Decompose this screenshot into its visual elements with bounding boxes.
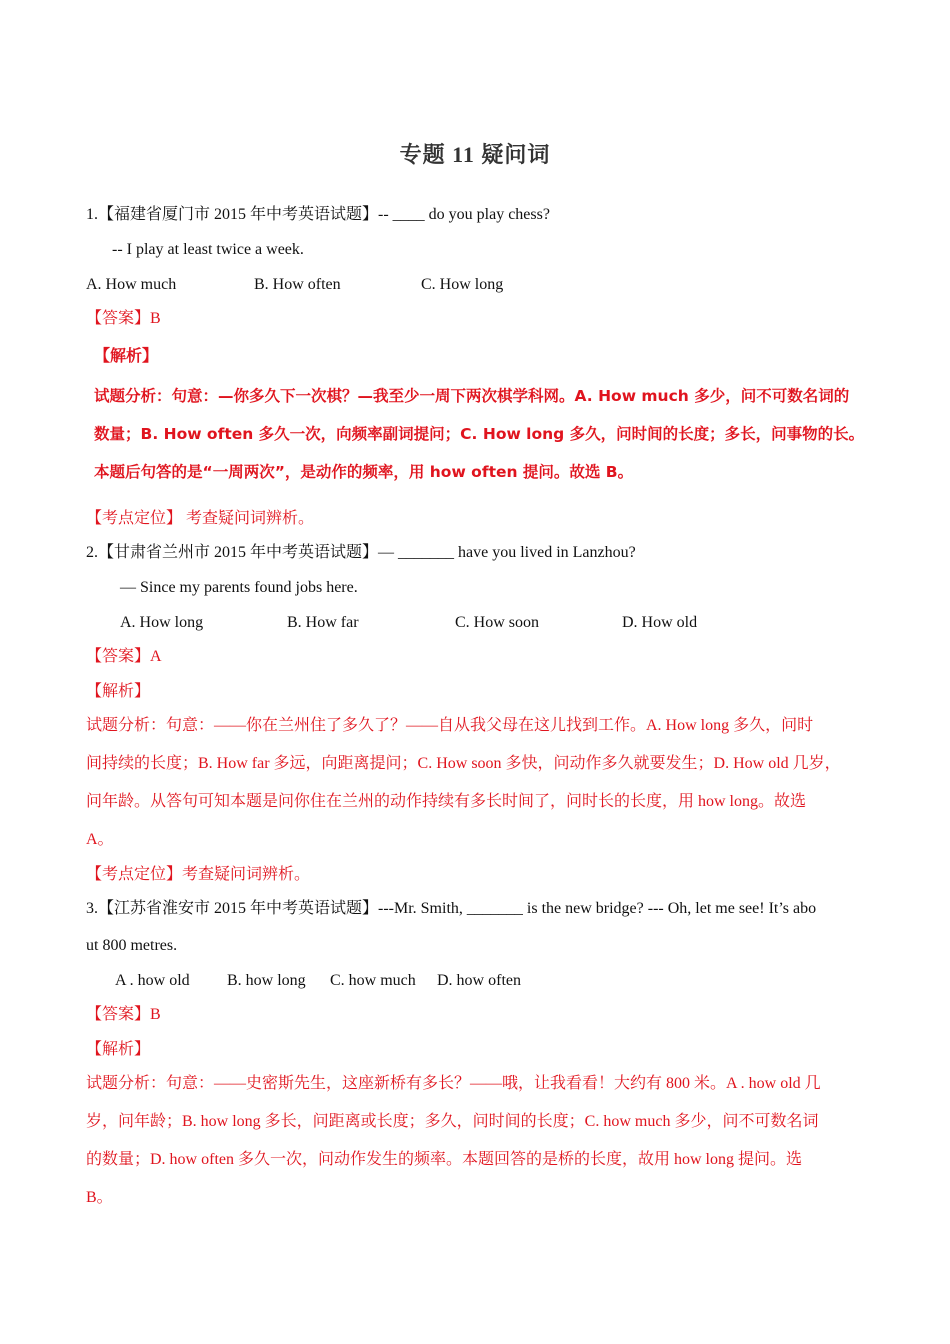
question-1-answer: 【答案】B bbox=[86, 310, 161, 327]
question-2-analysis-label: 【解析】 bbox=[86, 683, 151, 700]
question-1-option-c: C. How long bbox=[421, 276, 504, 293]
question-2-option-c: C. How soon bbox=[455, 614, 540, 631]
question-3-analysis-line-1: 试题分析：句意：——史密斯先生，这座新桥有多长？——哦，让我看看！大约有 800 米。A . how old 几 bbox=[86, 1075, 821, 1092]
question-3-option-d: D. how often bbox=[437, 972, 521, 989]
question-2-point: 【考点定位】考查疑问词辨析。 bbox=[86, 866, 311, 883]
question-2-analysis-line-2: 间持续的长度；B. How far 多远，向距离提问；C. How soon 多快，问动作多久就要发生；D. How old 几岁， bbox=[86, 755, 841, 772]
question-2-reply: — Since my parents found jobs here. bbox=[120, 579, 358, 596]
question-1-analysis-label: 【解析】 bbox=[94, 348, 159, 365]
question-1-analysis-line-1: 试题分析：句意：—你多久下一次棋？—我至少一周下两次棋学科网。A. How much 多少，问不可数名词的 bbox=[94, 387, 850, 405]
question-3-analysis-line-2: 岁，问年龄；B. how long 多长，问距离或长度；多久，问时间的长度；C. how much 多少，问不可数名词 bbox=[86, 1113, 819, 1130]
question-1-stem: 1.【福建省厦门市 2015 年中考英语试题】-- ____ do you play chess? bbox=[86, 206, 550, 223]
question-3-analysis-line-3: 的数量；D. how often 多久一次，问动作发生的频率。本题回答的是桥的长度，故用 how long 提问。选 bbox=[86, 1151, 802, 1168]
question-1-point: 【考点定位】 考查疑问词辨析。 bbox=[86, 510, 315, 527]
question-3-answer: 【答案】B bbox=[86, 1006, 161, 1023]
question-2-option-d: D. How old bbox=[622, 614, 698, 631]
question-3-stem-line-1: 3.【江苏省淮安市 2015 年中考英语试题】---Mr. Smith, _______ is the new bridge? --- Oh, let me see! It’s abo bbox=[86, 900, 817, 917]
question-3-stem-line-2: ut 800 metres. bbox=[86, 937, 178, 954]
question-3-analysis-line-4: B。 bbox=[86, 1189, 113, 1206]
question-1-reply: -- I play at least twice a week. bbox=[112, 241, 304, 258]
question-2-analysis-line-4: A。 bbox=[86, 831, 114, 848]
question-1-analysis-line-3: 本题后句答的是“一周两次”，是动作的频率，用 how often 提问。故选 B。 bbox=[94, 463, 634, 481]
page-title: 专题 11 疑问词 bbox=[399, 142, 551, 167]
question-2-stem: 2.【甘肃省兰州市 2015 年中考英语试题】— _______ have you lived in Lanzhou? bbox=[86, 544, 636, 561]
question-2-option-a: A. How long bbox=[120, 614, 204, 631]
question-2-option-b: B. How far bbox=[287, 614, 359, 631]
question-3-analysis-label: 【解析】 bbox=[86, 1041, 151, 1058]
question-2-answer: 【答案】A bbox=[86, 648, 162, 665]
question-2-analysis-line-1: 试题分析：句意：——你在兰州住了多久了？——自从我父母在这儿找到工作。A. How long 多久，问时 bbox=[86, 717, 814, 734]
question-2-analysis-line-3: 问年龄。从答句可知本题是问你住在兰州的动作持续有多长时间了，问时长的长度，用 how long。故选 bbox=[86, 793, 807, 810]
question-1-option-a: A. How much bbox=[86, 276, 177, 293]
question-3-option-a: A . how old bbox=[115, 972, 190, 989]
question-1-analysis-line-2: 数量；B. How often 多久一次，向频率副词提问；C. How long 多久，问时间的长度；多长，问事物的长。 bbox=[94, 425, 865, 443]
question-3-option-b: B. how long bbox=[227, 972, 306, 989]
question-1-option-b: B. How often bbox=[254, 276, 341, 293]
question-3-option-c: C. how much bbox=[330, 972, 416, 989]
